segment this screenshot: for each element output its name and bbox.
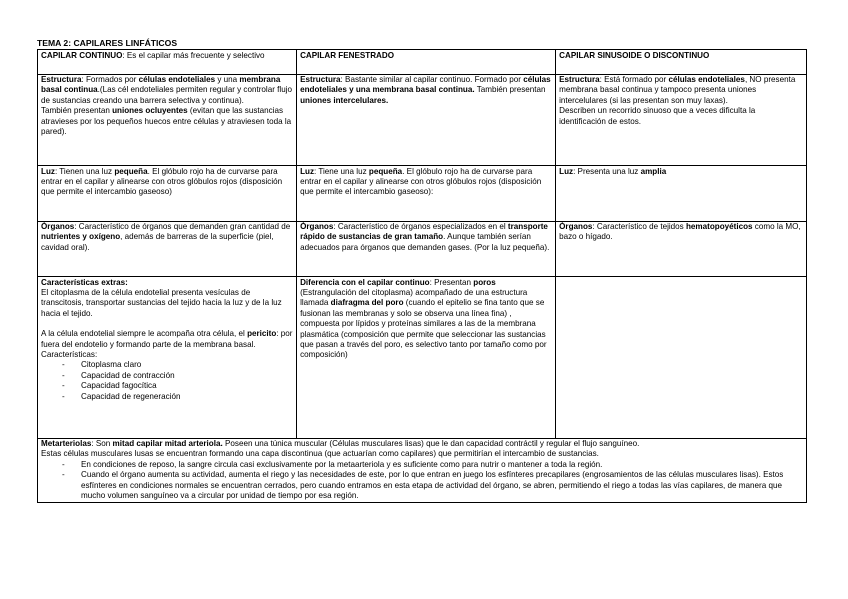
luz-c1-bold: pequeña [114, 166, 148, 176]
luz-c2-bold: pequeña [368, 166, 403, 176]
luz-c1-text: . El glóbulo rojo ha de curvarse para entrar en el capilar y alinearse con otros glóbulos rojos (disposición que permite el intercambio gaseoso) [41, 166, 283, 197]
estructura-c1-text: (evitan que las sustancias atravieses por los pequeños huecos entre células y atraviesen toda la pared). [41, 106, 292, 137]
organos-row [38, 221, 807, 277]
extras-c1-p1: El citoplasma de la célula endotelial presenta vesículas de transcitosis, transportar sustancias del tejido hacia la luz y de la luz hacia el tejido. [41, 287, 282, 318]
estructura-fenestrado-cell [297, 74, 556, 166]
estructura-c1-bold: células endoteliales [138, 75, 216, 84]
organos-c1-text: , además de barreras de la superficie (piel, cavidad oral). [41, 232, 274, 252]
estructura-c2-text: : Bastante similar al capilar continuo. Formado por [340, 75, 524, 84]
organos-c3-bold: hematopoyéticos [685, 222, 753, 231]
metarteriolas-row [38, 438, 807, 503]
metarteriolas-label: Metarteriolas [41, 439, 92, 448]
luz-c1-text: : Tienen una luz [54, 166, 115, 176]
extras-fenestrado-cell [297, 277, 556, 439]
extras-c1-p2-text: : por fuera del endotelio y formando parte de la membrana basal. Características: [41, 329, 293, 359]
organos-label: Órganos [300, 222, 334, 231]
organos-sinusoide-cell [556, 221, 807, 277]
estructura-label: Estructura [559, 75, 600, 84]
organos-c2-text: : Característico de órganos especializados en el [333, 222, 508, 231]
estructura-continuo-cell [38, 74, 297, 166]
organos-c1-text: : Característico de órganos que demanden gran cantidad de [74, 222, 291, 231]
header-capilar-continuo [38, 50, 297, 75]
extras-c2-text: (cuando el epitelio se fina tanto que se fusionan las membranas y solo se observa una línea fina) , compuesta por lípidos y proteínas similares a las de la membrana plasmática (composición que permite que seleccionar las sustancias que pasan a través del poro, es selectivo tanto por tamaño como por composición) [300, 298, 547, 360]
estructura-c3-bold: células endoteliales [668, 75, 745, 84]
estructura-c1-text: y una [215, 75, 240, 84]
header-capilar-sinusoide [556, 50, 807, 75]
extras-c2-text: (Estrangulación del citoplasma) acompañado de una estructura llamada [300, 287, 528, 308]
estructura-c1-text: También presentan [41, 106, 113, 116]
header-capilar-fenestrado [297, 50, 556, 75]
metarteriolas-list [41, 460, 803, 502]
list-item: - Cuando el órgano aumenta su actividad, aumenta el riego y las necesidades de este, por lo que entran en juego los esfínteres precapilares (engrosamientos de las células musculares lisas). Estos esfínteres en condiciones normales se encuentran cerrados, pero cuando entramos en esta etapa de actividad del órgano, se abren, permitiendo el riego a todas las vías capilares, de manera que mucho volumen sanguíneo va a circular por unidad de tiempo por esa región. [62, 470, 803, 501]
luz-label: Luz [41, 166, 55, 176]
luz-row [38, 166, 807, 222]
list-item: - Capacidad fagocítica [62, 381, 293, 391]
estructura-c2-bold: células endoteliales y una membrana basal continua. [300, 75, 551, 95]
extras-sinusoide-cell [556, 277, 807, 439]
luz-c3-bold: amplia [640, 166, 667, 176]
pericito-features-list [41, 360, 293, 402]
estructura-c2-bold: uniones intercelulares. [300, 95, 389, 105]
organos-c3-text: : Característico de tejidos [592, 222, 686, 231]
extras-c1-p2-text: A la célula endotelial siempre le acompaña otra célula, el [41, 329, 248, 339]
header-col1-title: CAPILAR CONTINUO [41, 50, 123, 60]
luz-c3-text: : Presenta una luz [573, 166, 641, 176]
extras-c2-bold: poros [473, 277, 496, 287]
luz-label: Luz [300, 166, 314, 176]
luz-sinusoide-cell [556, 166, 807, 222]
organos-c2-text: . Aunque también serían adecuados para órganos que demanden gases. (Por la luz pequeña). [300, 232, 550, 252]
extras-continuo-cell [38, 277, 297, 439]
estructura-row [38, 74, 807, 166]
organos-c3-text: como la MO, bazo o hígado. [559, 222, 801, 242]
estructura-c2-text: También presentan [474, 85, 546, 95]
organos-c1-bold: nutrientes y oxígeno [41, 232, 121, 242]
estructura-c1-text: .(Las cél endoteliales permiten regular y controlar flujo de sustancias creando una barrera selectiva y continua). [41, 85, 293, 105]
metarteriolas-cell [38, 438, 807, 503]
capillaries-table [37, 49, 807, 503]
extras-row [38, 277, 807, 439]
organos-c2-bold: transporte rápido de sustancias de gran tamaño [300, 222, 548, 242]
luz-label: Luz [559, 166, 574, 176]
extras-c2-label: Diferencia con el capilar continuo [300, 277, 430, 287]
metarteriolas-bold: mitad capilar mitad arteriola. [112, 439, 223, 448]
header-col2-title: CAPILAR FENESTRADO [300, 50, 395, 60]
header-row [38, 50, 807, 75]
estructura-c3-text: , NO presenta membrana basal continua y tampoco presenta uniones intercelulares (si las presentan son muy laxas). [559, 75, 796, 105]
header-col1-note: : Es el capilar más frecuente y selectivo [122, 50, 265, 60]
estructura-c3-text: : Está formado por [599, 75, 669, 84]
estructura-label: Estructura [300, 75, 341, 84]
extras-c2-text: : Presentan [429, 277, 474, 287]
organos-continuo-cell [38, 221, 297, 277]
extras-c2-bold: diafragma del poro [330, 298, 404, 308]
estructura-c1-bold: uniones ocluyentes [112, 106, 188, 116]
luz-c2-text: : Tiene una luz [314, 166, 369, 176]
estructura-c3-text: Describen un recorrido sinuoso que a veces dificulta la identificación de estos. [559, 106, 756, 126]
organos-label: Órganos [41, 222, 75, 231]
list-item: - Citoplasma claro [62, 360, 293, 370]
metarteriolas-p2: Estas células musculares lusas se encuentran formando una capa discontinua (que actuarían como capilares) que permitirían el intercambio de sustancias. [41, 449, 599, 459]
metarteriolas-text: : Son [91, 439, 113, 448]
estructura-c1-text: : Formados por [81, 75, 139, 84]
estructura-c1-bold: membrana basal continua [41, 75, 281, 95]
extras-c1-label: Características extras: [41, 277, 128, 287]
organos-fenestrado-cell [297, 221, 556, 277]
estructura-label: Estructura [41, 75, 82, 84]
luz-continuo-cell [38, 166, 297, 222]
luz-fenestrado-cell [297, 166, 556, 222]
list-item: - En condiciones de reposo, la sangre circula casi exclusivamente por la metaarteriola y es suficiente como para nutrir o mantener a toda la región. [62, 460, 803, 470]
extras-c1-p2-bold: pericito [247, 329, 277, 339]
metarteriolas-text: Poseen una túnica muscular (Células musculares lisas) que le dan capacidad contráctil y regular el flujo sanguíneo. [222, 439, 640, 448]
organos-label: Órganos [559, 222, 593, 231]
document-title: TEMA 2: CAPILARES LINFÁTICOS [37, 38, 178, 48]
paragraph-gap [41, 319, 293, 329]
list-item: - Capacidad de regeneración [62, 392, 293, 402]
luz-c2-text: . El glóbulo rojo ha de curvarse para entrar en el capilar y alinearse con otros glóbulos rojos (disposición que permite el intercambio gaseoso): [300, 166, 542, 197]
list-item: - Capacidad de contracción [62, 371, 293, 381]
header-col3-title: CAPILAR SINUSOIDE O DISCONTINUO [559, 50, 710, 60]
estructura-sinusoide-cell [556, 74, 807, 166]
